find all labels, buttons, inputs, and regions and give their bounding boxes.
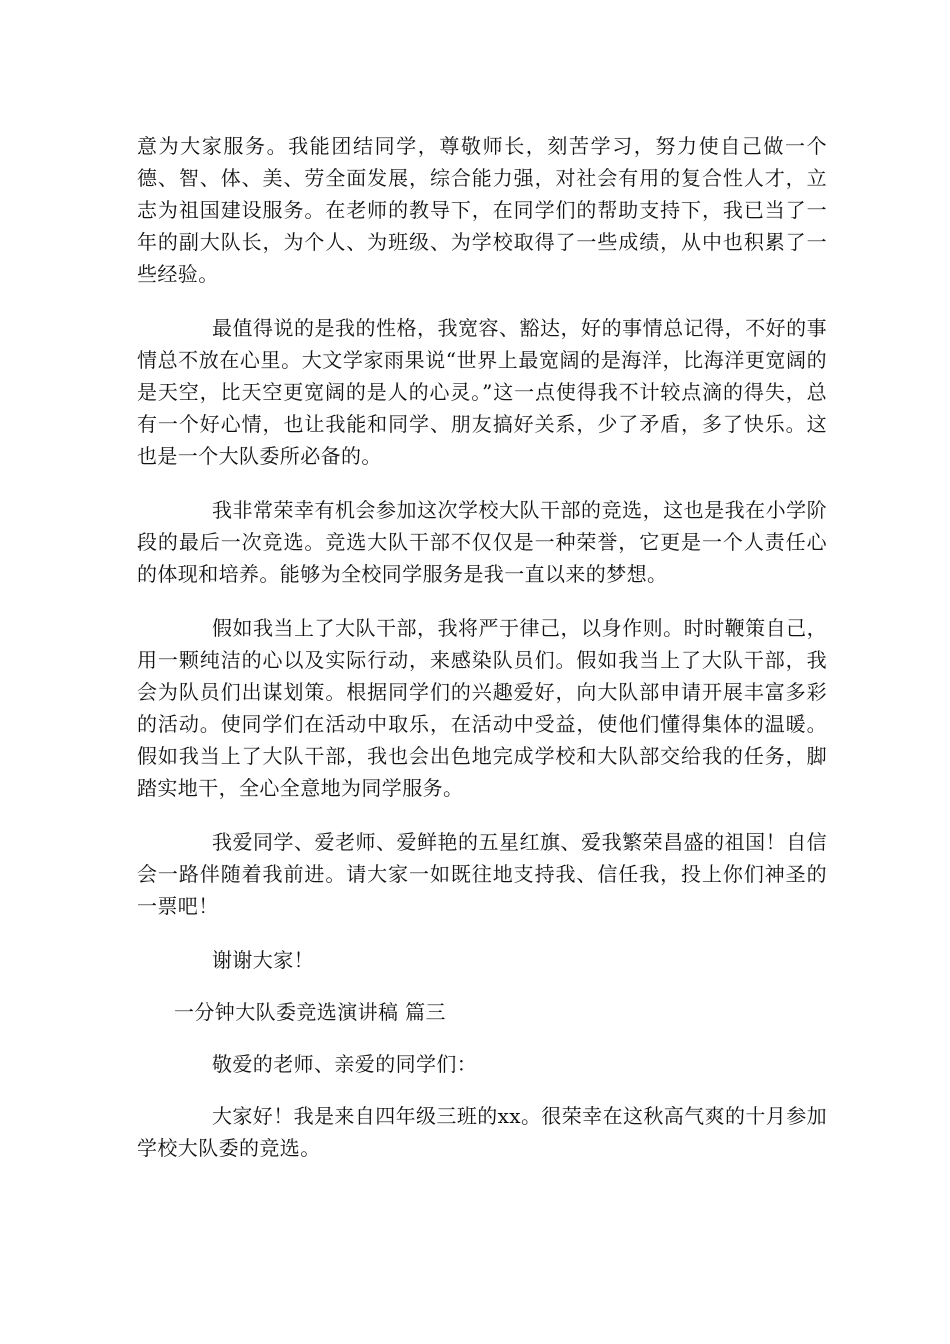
paragraph-promises: 假如我当上了大队干部，我将严于律己，以身作则。时时鞭策自己，用一颗纯洁的心以及实际行动，来感染队员们。假如我当上了大队干部，我会为队员们出谋划策。根据同学们的兴趣爱好，向大队部申请开展丰富多彩的活动。使同学们在活动中取乐，在活动中受益，使他们懂得集体的温暖。假如我当上了大队干部，我也会出色地完成学校和大队部交给我的任务，脚踏实地干，全心全意地为同学服务。	[137, 616, 827, 800]
paragraph-closing: 我爱同学、爱老师、爱鲜艳的五星红旗、爱我繁荣昌盛的祖国！自信会一路伴随着我前进。请大家一如既往地支持我、信任我，投上你们神圣的一票吧！	[137, 830, 827, 918]
section-heading: 一分钟大队委竞选演讲稿 篇三	[174, 1000, 446, 1024]
paragraph-greeting: 大家好！我是来自四年级三班的xx。很荣幸在这秋高气爽的十月参加学校大队委的竞选。	[137, 1104, 827, 1160]
paragraph-continuation: 意为大家服务。我能团结同学，尊敬师长，刻苦学习，努力使自己做一个德、智、体、美、劳全面发展，综合能力强，对社会有用的复合性人才，立志为祖国建设服务。在老师的教导下，在同学们的帮助支持下，我已当了一年的副大队长，为个人、为班级、为学校取得了一些成绩，从中也积累了一些经验。	[137, 134, 827, 286]
paragraph-salutation: 敬爱的老师、亲爱的同学们：	[212, 1052, 478, 1076]
paragraph-personality: 最值得说的是我的性格，我宽容、豁达，好的事情总记得，不好的事情总不放在心里。大文学家雨果说“世界上最宽阔的是海洋，比海洋更宽阔的是天空，比天空更宽阔的是人的心灵。”这一点使得我不计较点滴的得失，总有一个好心情，也让我能和同学、朋友搞好关系，少了矛盾，多了快乐。这也是一个大队委所必备的。	[137, 316, 827, 468]
document-body	[137, 130, 827, 1186]
paragraph-thanks: 谢谢大家！	[212, 948, 314, 972]
paragraph-honor: 我非常荣幸有机会参加这次学校大队干部的竞选，这也是我在小学阶段的最后一次竞选。竞选大队干部不仅仅是一种荣誉，它更是一个人责任心的体现和培养。能够为全校同学服务是我一直以来的梦想。	[137, 498, 827, 586]
